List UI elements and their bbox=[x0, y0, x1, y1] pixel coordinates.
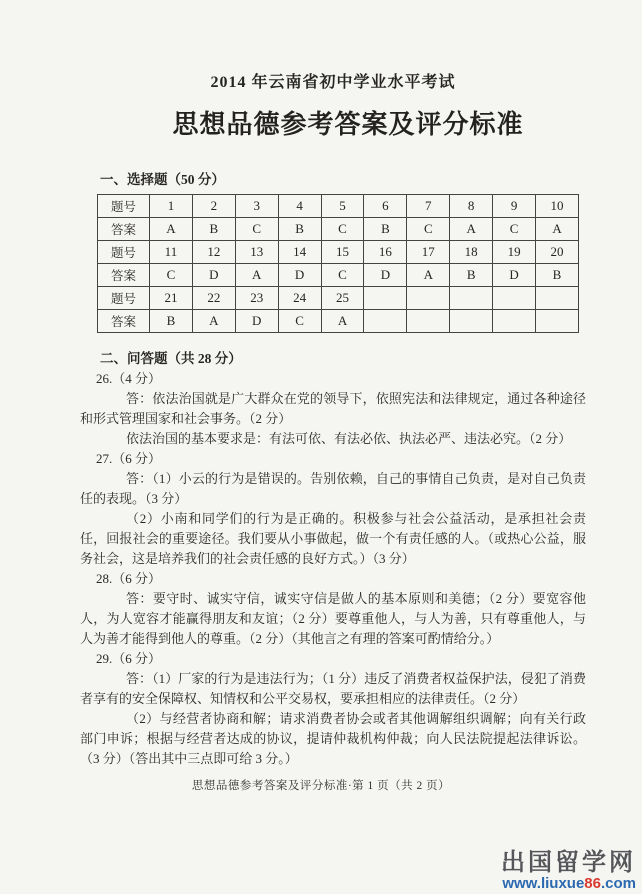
answer-cell: B bbox=[278, 218, 321, 241]
answer-cell: B bbox=[364, 218, 407, 241]
empty-cell bbox=[407, 310, 450, 333]
empty-cell bbox=[536, 287, 579, 310]
answer-paragraph: 答：要守时、诚实守信，诚实守信是做人的基本原则和美德；（2 分）要宽容他人，为人宽容才能赢得朋友和友谊；（2 分）要尊重他人，与人为善，只有尊重他人，与人为善才能得到他人的尊重。（2 分）（其他言之有理的答案可酌情给分。） bbox=[80, 591, 586, 646]
answer-cell: C bbox=[150, 264, 193, 287]
answer-cell: A bbox=[536, 218, 579, 241]
question-number-cell: 5 bbox=[321, 195, 364, 218]
answer-cell: B bbox=[450, 264, 493, 287]
answer-cell: B bbox=[192, 218, 235, 241]
answer-cell: B bbox=[536, 264, 579, 287]
watermark-site-url bbox=[501, 876, 636, 891]
answer-cell: A bbox=[450, 218, 493, 241]
question-number-cell: 14 bbox=[278, 241, 321, 264]
url-suffix: .com bbox=[600, 875, 636, 892]
empty-cell bbox=[364, 310, 407, 333]
document-title: 思想品德参考答案及评分标准 bbox=[172, 110, 524, 139]
table-row bbox=[98, 218, 579, 241]
question-26 bbox=[80, 369, 586, 449]
page-footer: 思想品德参考答案及评分标准·第 1 页（共 2 页） bbox=[191, 780, 451, 792]
question-number-cell: 12 bbox=[192, 241, 235, 264]
empty-cell bbox=[364, 287, 407, 310]
answer-paragraph: 答：（1）厂家的行为是违法行为；（1 分）违反了消费者权益保护法，侵犯了消费者享有的安全保障权、知情权和公平交易权，要承担相应的法律责任。（2 分） bbox=[80, 671, 586, 706]
row-label-cell: 题号 bbox=[98, 195, 150, 218]
answer-paragraph: 答：依法治国就是广大群众在党的领导下，依照宪法和法律规定，通过各种途径和形式管理国家和社会事务。（2 分） bbox=[80, 391, 586, 426]
answer-paragraph: 依法治国的基本要求是：有法可依、有法必依、执法必严、违法必究。（2 分） bbox=[126, 431, 572, 446]
question-number-cell: 1 bbox=[150, 195, 193, 218]
table-row bbox=[98, 241, 579, 264]
question-28 bbox=[80, 569, 586, 649]
exam-title: 2014 年云南省初中学业水平考试 bbox=[210, 74, 456, 91]
question-number-cell: 19 bbox=[493, 241, 536, 264]
empty-cell bbox=[450, 287, 493, 310]
question-number-cell: 21 bbox=[150, 287, 193, 310]
empty-cell bbox=[450, 310, 493, 333]
answer-cell: B bbox=[150, 310, 193, 333]
answer-key-table bbox=[97, 194, 579, 333]
empty-cell bbox=[536, 310, 579, 333]
answer-cell: C bbox=[278, 310, 321, 333]
question-number-cell: 11 bbox=[150, 241, 193, 264]
answer-cell: A bbox=[150, 218, 193, 241]
question-number-cell: 23 bbox=[235, 287, 278, 310]
question-29 bbox=[80, 649, 586, 769]
question-number-cell: 10 bbox=[536, 195, 579, 218]
answer-paragraph: 答：（1）小云的行为是错误的。告别依赖，自己的事情自己负责，是对自己负责任的表现。（3 分） bbox=[80, 471, 586, 506]
question-number-cell: 2 bbox=[192, 195, 235, 218]
question-number: 28.（6 分） bbox=[96, 571, 162, 586]
choice-section-heading: 一、选择题（50 分） bbox=[100, 172, 225, 187]
question-number: 29.（6 分） bbox=[96, 651, 162, 666]
question-number-cell: 15 bbox=[321, 241, 364, 264]
question-number-cell: 18 bbox=[450, 241, 493, 264]
url-prefix: www.liuxue bbox=[502, 875, 585, 892]
table-row bbox=[98, 264, 579, 287]
row-label-cell: 答案 bbox=[98, 218, 150, 241]
question-number-cell: 4 bbox=[278, 195, 321, 218]
question-number-cell: 25 bbox=[321, 287, 364, 310]
answer-cell: D bbox=[278, 264, 321, 287]
answer-cell: A bbox=[407, 264, 450, 287]
answer-cell: D bbox=[364, 264, 407, 287]
qa-section-heading: 二、问答题（共 28 分） bbox=[100, 351, 242, 366]
answer-cell: C bbox=[493, 218, 536, 241]
table-row bbox=[98, 195, 579, 218]
answer-paragraph: （2）与经营者协商和解；请求消费者协会或者其他调解组织调解；向有关行政部门申诉；根据与经营者达成的协议，提请仲裁机构仲裁；向人民法院提起法律诉讼。（3 分）（答出其中三点即可给 3 分。） bbox=[80, 711, 586, 766]
question-number-cell: 6 bbox=[364, 195, 407, 218]
answer-cell: A bbox=[192, 310, 235, 333]
answer-cell: A bbox=[321, 310, 364, 333]
answer-cell: D bbox=[235, 310, 278, 333]
question-number-cell: 20 bbox=[536, 241, 579, 264]
question-number-cell: 17 bbox=[407, 241, 450, 264]
question-number-cell: 16 bbox=[364, 241, 407, 264]
answer-cell: C bbox=[235, 218, 278, 241]
answer-cell: C bbox=[321, 264, 364, 287]
row-label-cell: 题号 bbox=[98, 287, 150, 310]
question-number-cell: 24 bbox=[278, 287, 321, 310]
row-label-cell: 题号 bbox=[98, 241, 150, 264]
question-27 bbox=[80, 449, 586, 569]
site-watermark bbox=[501, 851, 636, 891]
question-number-cell: 9 bbox=[493, 195, 536, 218]
question-number-cell: 22 bbox=[192, 287, 235, 310]
watermark-site-name: 出国留学网 bbox=[501, 849, 636, 876]
answer-cell: D bbox=[192, 264, 235, 287]
empty-cell bbox=[407, 287, 450, 310]
answer-cell: C bbox=[321, 218, 364, 241]
question-number-cell: 8 bbox=[450, 195, 493, 218]
answer-cell: D bbox=[493, 264, 536, 287]
answer-cell: A bbox=[235, 264, 278, 287]
empty-cell bbox=[493, 287, 536, 310]
row-label-cell: 答案 bbox=[98, 310, 150, 333]
question-number-cell: 7 bbox=[407, 195, 450, 218]
url-highlight: 86 bbox=[584, 875, 601, 892]
row-label-cell: 答案 bbox=[98, 264, 150, 287]
empty-cell bbox=[493, 310, 536, 333]
table-row bbox=[98, 310, 579, 333]
question-number-cell: 13 bbox=[235, 241, 278, 264]
question-number: 26.（4 分） bbox=[96, 371, 162, 386]
question-number: 27.（6 分） bbox=[96, 451, 162, 466]
table-row bbox=[98, 287, 579, 310]
answer-cell: C bbox=[407, 218, 450, 241]
question-number-cell: 3 bbox=[235, 195, 278, 218]
answer-paragraph: （2）小南和同学们的行为是正确的。积极参与社会公益活动，是承担社会责任，回报社会的重要途径。我们要从小事做起，做一个有责任感的人。（或热心公益，服务社会，这是培养我们的社会责任感的良好方式。）（3 分） bbox=[80, 511, 586, 566]
